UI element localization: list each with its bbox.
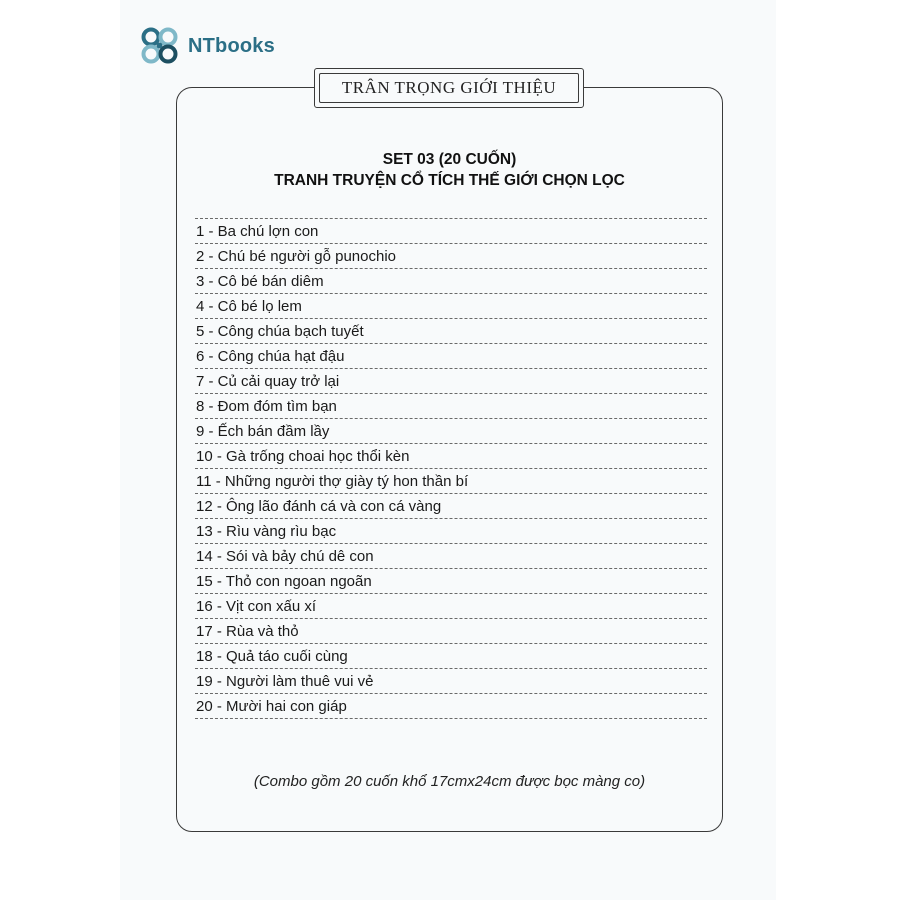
- list-item: 3 - Cô bé bán diêm: [195, 269, 707, 294]
- list-item: 5 - Công chúa bạch tuyết: [195, 319, 707, 344]
- list-item: 12 - Ông lão đánh cá và con cá vàng: [195, 494, 707, 519]
- brand-name: NTbooks: [188, 34, 275, 57]
- list-item: 9 - Ếch bán đầm lầy: [195, 419, 707, 444]
- list-item: 19 - Người làm thuê vui vẻ: [195, 669, 707, 694]
- list-item: 20 - Mười hai con giáp: [195, 694, 707, 719]
- list-item: 4 - Cô bé lọ lem: [195, 294, 707, 319]
- combo-note: (Combo gồm 20 cuốn khổ 17cmx24cm được bọc màng co): [253, 773, 646, 790]
- list-item: 7 - Củ cải quay trở lại: [195, 369, 707, 394]
- list-item: 13 - Rìu vàng rìu bạc: [195, 519, 707, 544]
- book-list: [195, 218, 707, 719]
- series-title: TRANH TRUYỆN CỔ TÍCH THẾ GIỚI CHỌN LỌC: [274, 172, 625, 189]
- banner-frame: [314, 68, 584, 108]
- list-item: 18 - Quả táo cuối cùng: [195, 644, 707, 669]
- list-item: 11 - Những người thợ giày tý hon thần bí: [195, 469, 707, 494]
- list-item: 15 - Thỏ con ngoan ngoãn: [195, 569, 707, 594]
- list-item: 16 - Vịt con xấu xí: [195, 594, 707, 619]
- set-title: SET 03 (20 CUỐN): [382, 151, 517, 168]
- list-item: 6 - Công chúa hạt đậu: [195, 344, 707, 369]
- knot-logo-icon: [138, 26, 184, 66]
- list-item: 8 - Đom đóm tìm bạn: [195, 394, 707, 419]
- list-item: 14 - Sói và bảy chú dê con: [195, 544, 707, 569]
- list-item: 2 - Chú bé người gỗ punochio: [195, 244, 707, 269]
- banner-label: TRÂN TRỌNG GIỚI THIỆU: [341, 78, 557, 97]
- list-item: 1 - Ba chú lợn con: [195, 219, 707, 244]
- brand-logo: [138, 26, 275, 66]
- list-item: 17 - Rùa và thỏ: [195, 619, 707, 644]
- list-item: 10 - Gà trống choai học thổi kèn: [195, 444, 707, 469]
